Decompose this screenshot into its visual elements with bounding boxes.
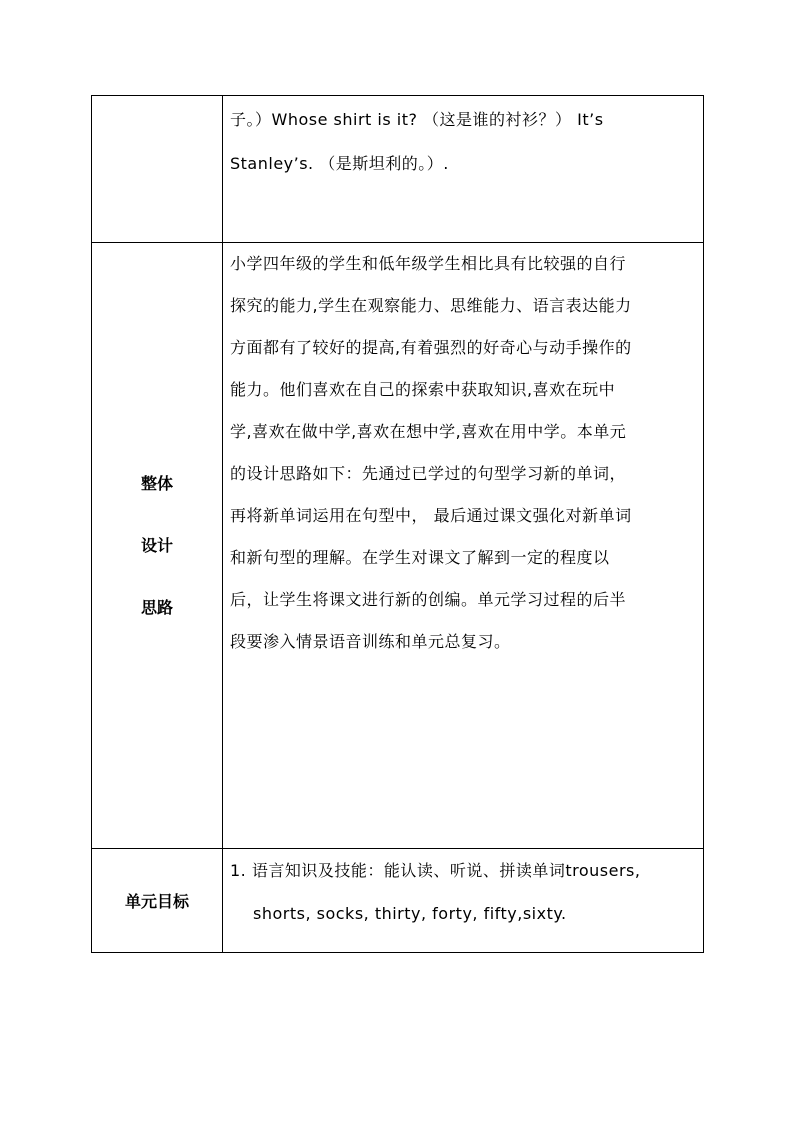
- unit-goals-label: 单元目标: [124, 892, 189, 911]
- unit-goals-content-cell: [223, 849, 704, 953]
- design-idea-line-6: 的设计思路如下：先通过已学过的句型学习新的单词，: [230, 464, 627, 483]
- unit-goals-text: [223, 849, 703, 935]
- unit-goals-line-2: shorts, socks, thirty, forty, fifty,sixty.: [253, 904, 567, 923]
- design-idea-text: [223, 243, 703, 663]
- design-idea-line-7: 再将新单词运用在句型中， 最后通过课文强化对新单词: [230, 506, 632, 525]
- table-row-design-idea: [92, 243, 704, 849]
- row1-label-cell: [92, 96, 223, 243]
- row1-line-1: 子。）Whose shirt is it? （这是谁的衬衫？） It’s: [230, 110, 604, 129]
- row1-content-cell: [223, 96, 704, 243]
- design-idea-line-8: 和新句型的理解。在学生对课文了解到一定的程度以: [230, 548, 610, 567]
- design-idea-line-4: 能力。他们喜欢在自己的探索中获取知识,喜欢在玩中: [230, 380, 616, 399]
- design-idea-line-2: 探究的能力,学生在观察能力、思维能力、语言表达能力: [230, 296, 632, 315]
- design-idea-label-line-3: 思路: [140, 597, 173, 617]
- design-idea-line-5: 学,喜欢在做中学,喜欢在想中学,喜欢在用中学。本单元: [230, 422, 627, 441]
- table-row-unit-goals: [92, 849, 704, 953]
- unit-goals-label-cell: [92, 849, 223, 953]
- design-idea-line-3: 方面都有了较好的提高,有着强烈的好奇心与动手操作的: [230, 338, 632, 357]
- design-idea-label-cell: [92, 243, 223, 849]
- design-idea-label-line-2: 设计: [140, 535, 173, 555]
- design-idea-label: [92, 472, 222, 620]
- table-row-continued-example: [92, 96, 704, 243]
- design-idea-content-cell: [223, 243, 704, 849]
- design-idea-line-10: 段要渗入情景语音训练和单元总复习。: [230, 632, 511, 651]
- unit-goals-line-1: 1. 语言知识及技能：能认读、听说、拼读单词trousers,: [230, 861, 641, 880]
- lesson-plan-table: [91, 95, 704, 953]
- row1-line-2: Stanley’s. （是斯坦利的。）.: [230, 154, 449, 173]
- design-idea-line-1: 小学四年级的学生和低年级学生相比具有比较强的自行: [230, 254, 627, 273]
- design-idea-label-line-1: 整体: [140, 473, 173, 493]
- design-idea-line-9: 后，让学生将课文进行新的创编。单元学习过程的后半: [230, 590, 627, 609]
- row1-text: [223, 96, 703, 186]
